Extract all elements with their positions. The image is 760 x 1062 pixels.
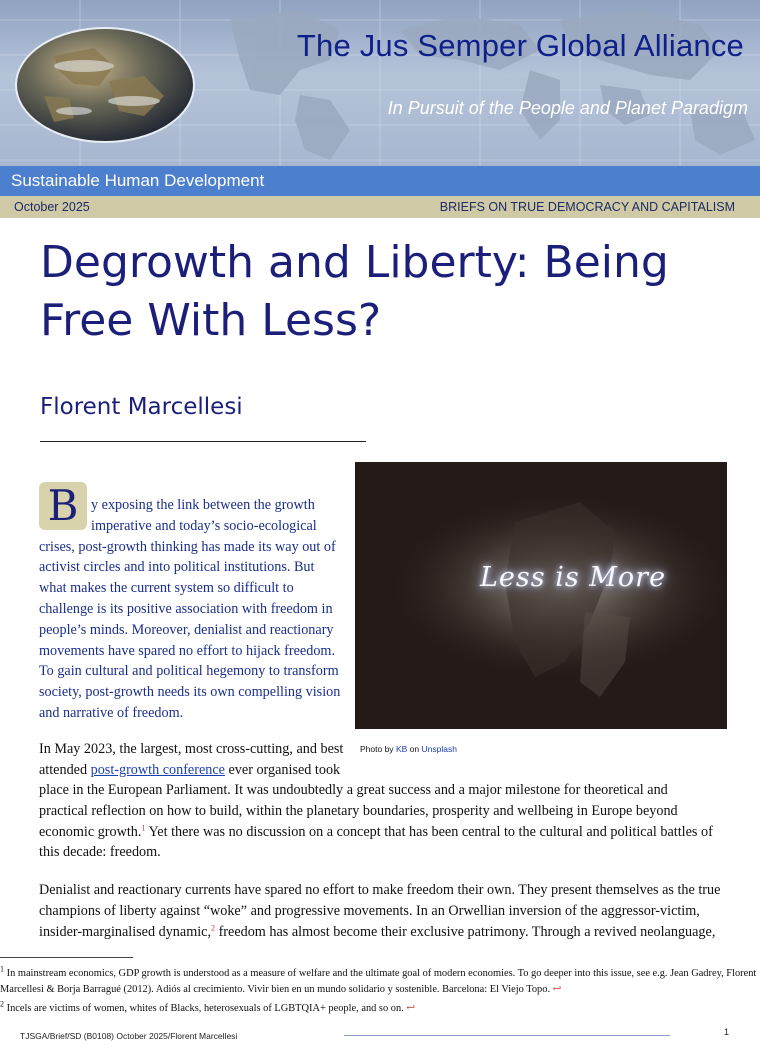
unsplash-link[interactable]: Unsplash	[421, 744, 457, 754]
header-banner	[0, 0, 760, 166]
section-label: Sustainable Human Development	[11, 171, 265, 190]
paragraph-1-continued: place in the European Parliament. It was undoubtedly a great success and a major milestone for theoretical and practical reflection on how to build, within the planetary boundaries, prosperity and wellbeing in Europe beyond economic growth.$^1$ Yet there was no discussion on a concept that has been central to the cultural and political battles of this decade: freedom.	[39, 782, 713, 861]
title-line-1: Degrowth and Liberty: Being	[40, 237, 669, 288]
page-number: 1	[724, 1027, 730, 1037]
paragraph-2: Denialist and reactionary currents have spared no effort to make freedom their own. They present themselves as the true champions of liberty against “woke” and progressive movements. In an Orwellian inversion of the aggressor-victim, insider-marginalised dynamic,$^2$ freedom has almost become their exclusive patrimony. Through a revived neolanguage,	[39, 882, 721, 940]
lead-line-2: imperative and today’s socio-ecological	[91, 517, 317, 534]
footnote-divider	[0, 957, 133, 958]
footnote-2-return-icon[interactable]: ↩	[406, 1003, 416, 1014]
issue-date: October 2025	[14, 200, 90, 214]
title-line-2: Free With Less?	[40, 295, 382, 346]
neon-sign-image	[355, 462, 727, 729]
footnote-1	[0, 966, 760, 998]
footnote-2	[0, 1001, 760, 1017]
footer-divider	[344, 1035, 670, 1036]
lead-rest: crises, post-growth thinking has made its way out of activist circles and into political institutions. But what makes the current system so difficult to challenge is its positive association with freedom in people’s minds. Moreover, denialist and reactionary movements have spared no effort to hijack freedom. To gain cultural and political hegemony to transform society, post-growth needs its own compelling vision and narrative of freedom.	[39, 538, 341, 721]
photographer-link[interactable]: KB	[395, 744, 408, 754]
neon-text: Less is More	[480, 562, 667, 593]
lead-paragraph	[39, 495, 344, 724]
footnote-1-return-icon[interactable]: ↩	[552, 984, 562, 995]
section-bar	[0, 166, 760, 196]
series-label: BRIEFS ON TRUE DEMOCRACY AND CAPITALISM	[439, 200, 735, 214]
footnote-2-text: Incels are victims of women, whites of Blacks, heterosexuals of LGBTQIA+ people, and so on.	[6, 1003, 404, 1014]
footnote-ref-2[interactable]: 2	[211, 922, 216, 932]
site-tagline: In Pursuit of the People and Planet Paradigm	[387, 98, 748, 118]
author-name: Florent Marcellesi	[40, 394, 243, 420]
author-divider	[40, 441, 366, 442]
date-bar	[0, 196, 760, 218]
footnote-2-number: 2	[0, 999, 4, 1009]
post-growth-conference-link[interactable]: post-growth conference	[90, 761, 225, 778]
drop-cap: B	[39, 482, 87, 530]
footnote-1-text: In mainstream economics, GDP growth is understood as a measure of welfare and the ultimate goal of modern economies. To go deeper into this issue, see e.g. Jean Gadrey, Florent Marcellesi & Borja Barragué (2012). Adiós al crecimiento. Vivir bien en un mundo solidario y sostenible. Barcelona: El Viejo Topo.	[0, 968, 757, 995]
site-title: The Jus Semper Global Alliance	[296, 28, 744, 63]
paragraph-1-start: In May 2023, the largest, most cross-cutting, and best attended post-growth conference ever organised took	[39, 741, 344, 778]
footnote-1-number: 1	[0, 964, 4, 974]
footnote-ref-1[interactable]: 1	[141, 822, 146, 832]
document-id: TJSGA/Brief/SD (B0108) October 2025/Florent Marcellesi	[20, 1031, 238, 1041]
photo-credit: Photo by KB on Unsplash	[360, 744, 457, 754]
article-photo	[355, 462, 727, 729]
article-title	[40, 234, 720, 350]
lead-line-1: y exposing the link between the growth	[91, 497, 315, 513]
globe-logo	[14, 26, 196, 144]
